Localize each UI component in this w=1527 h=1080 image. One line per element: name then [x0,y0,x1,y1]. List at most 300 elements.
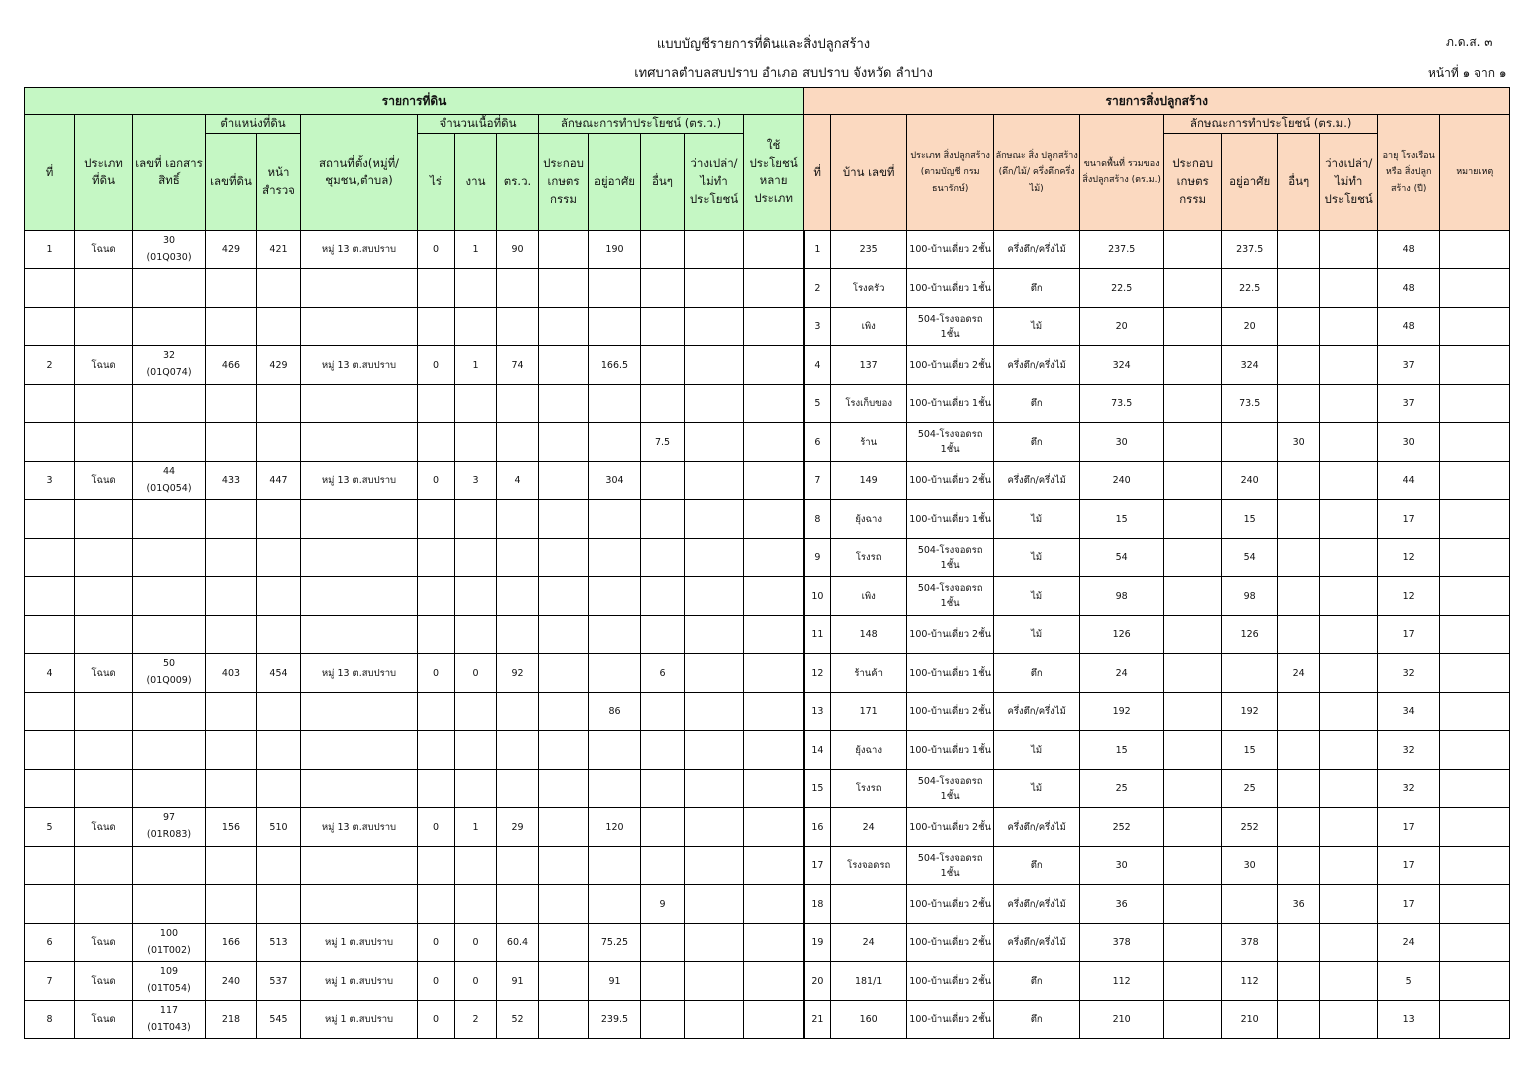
cell-land-type [75,269,133,308]
cell-building-other [1278,307,1320,346]
cell-building-residential [1222,654,1278,693]
cell-building-type: 504-โรงจอดรถ 1ชั้น [907,423,994,462]
col-sqwa: ตร.ว. [497,133,539,230]
cell-building-vacant [1320,269,1378,308]
cell-residential: 120 [589,808,641,847]
cell-mixed-use [744,731,804,770]
cell-building-residential: 126 [1222,615,1278,654]
col-survey-page: หน้า สำรวจ [257,133,301,230]
cell-building-area: 237.5 [1080,230,1164,269]
cell-parcel-no [206,538,257,577]
cell-land-type [75,615,133,654]
cell-sqwa [497,615,539,654]
cell-no: 4 [25,654,75,693]
cell-land-type: โฉนด [75,808,133,847]
cell-agriculture [539,769,589,808]
cell-deed [133,962,206,1001]
cell-building-vacant [1320,500,1378,539]
cell-building-type: 100-บ้านเดี่ยว 2ชั้น [907,615,994,654]
cell-building-age: 37 [1378,384,1440,423]
table-row [25,461,1510,500]
cell-building-character: ครึ่งตึก/ครึ่งไม้ [994,808,1080,847]
cell-building-area: 252 [1080,808,1164,847]
cell-house-no: ยุ้งฉาง [831,731,907,770]
table-row [25,423,1510,462]
cell-building-no: 1 [804,230,831,269]
cell-sqwa: 60.4 [497,923,539,962]
cell-building-agriculture [1164,885,1222,924]
cell-survey-page: 513 [257,923,301,962]
cell-land-type [75,538,133,577]
cell-mixed-use [744,346,804,385]
cell-sqwa [497,769,539,808]
cell-location [301,500,418,539]
cell-mixed-use [744,923,804,962]
cell-building-other [1278,500,1320,539]
cell-deed [133,307,206,346]
deed-number: 117 [159,1004,179,1016]
cell-house-no: 24 [831,923,907,962]
cell-residential [589,577,641,616]
col-parcel-no: เลขที่ดิน [206,133,257,230]
col-building-character: ลักษณะ สิ่ง ปลูกสร้าง (ตึก/ไม้/ ครึ่งตึกครึ่งไม้) [994,115,1080,231]
cell-residential: 75.25 [589,923,641,962]
cell-building-residential: 54 [1222,538,1278,577]
col-house-no: บ้าน เลขที่ [831,115,907,231]
cell-building-residential: 210 [1222,1000,1278,1039]
cell-agriculture [539,692,589,731]
cell-parcel-no: 240 [206,962,257,1001]
cell-location [301,384,418,423]
deed-number: 30 [162,234,176,246]
cell-other [641,500,685,539]
cell-building-agriculture [1164,346,1222,385]
cell-building-no: 14 [804,731,831,770]
cell-building-agriculture [1164,769,1222,808]
cell-building-vacant [1320,885,1378,924]
cell-deed [133,1000,206,1039]
cell-building-residential: 252 [1222,808,1278,847]
cell-other [641,230,685,269]
cell-building-other [1278,615,1320,654]
cell-building-age: 32 [1378,769,1440,808]
cell-building-vacant [1320,230,1378,269]
cell-no [25,500,75,539]
cell-vacant [685,307,744,346]
cell-building-residential: 15 [1222,500,1278,539]
cell-building-area: 192 [1080,692,1164,731]
cell-land-type [75,846,133,885]
cell-building-age: 12 [1378,577,1440,616]
cell-building-no: 3 [804,307,831,346]
cell-deed [133,846,206,885]
cell-parcel-no [206,692,257,731]
cell-rai [418,307,455,346]
cell-mixed-use [744,384,804,423]
cell-mixed-use [744,461,804,500]
cell-ngan [455,846,497,885]
table-row [25,307,1510,346]
cell-building-vacant [1320,1000,1378,1039]
cell-building-area: 25 [1080,769,1164,808]
cell-building-area: 240 [1080,461,1164,500]
cell-location [301,615,418,654]
cell-building-no: 16 [804,808,831,847]
cell-house-no: โรงรถ [831,769,907,808]
cell-rai [418,615,455,654]
cell-deed [133,461,206,500]
deed-code: (01Q054) [146,482,192,494]
cell-building-residential: 240 [1222,461,1278,500]
cell-building-no: 5 [804,384,831,423]
cell-other: 9 [641,885,685,924]
cell-location [301,269,418,308]
cell-building-type: 100-บ้านเดี่ยว 2ชั้น [907,962,994,1001]
cell-land-type: โฉนด [75,346,133,385]
cell-building-residential: 112 [1222,962,1278,1001]
cell-parcel-no: 166 [206,923,257,962]
cell-building-character: ครึ่งตึก/ครึ่งไม้ [994,692,1080,731]
cell-sqwa: 4 [497,461,539,500]
cell-no: 8 [25,1000,75,1039]
deed-number: 109 [159,966,179,978]
cell-survey-page [257,269,301,308]
cell-building-other [1278,923,1320,962]
cell-building-vacant [1320,577,1378,616]
cell-rai: 0 [418,923,455,962]
cell-building-other [1278,692,1320,731]
cell-building-no: 10 [804,577,831,616]
cell-building-type: 100-บ้านเดี่ยว 1ชั้น [907,731,994,770]
cell-land-type [75,577,133,616]
cell-building-age: 17 [1378,500,1440,539]
cell-remark [1440,269,1510,308]
cell-rai [418,500,455,539]
cell-building-no: 15 [804,769,831,808]
cell-house-no: โรงเก็บของ [831,384,907,423]
group-land-usage: ลักษณะการทำประโยชน์ (ตร.ว.) [539,115,744,134]
cell-mixed-use [744,808,804,847]
cell-building-area: 324 [1080,346,1164,385]
section-land-header: รายการที่ดิน [25,88,804,115]
cell-building-type: 100-บ้านเดี่ยว 2ชั้น [907,885,994,924]
cell-building-area: 378 [1080,923,1164,962]
cell-land-type: โฉนด [75,230,133,269]
cell-building-character: ครึ่งตึก/ครึ่งไม้ [994,346,1080,385]
cell-other [641,461,685,500]
cell-building-residential: 20 [1222,307,1278,346]
cell-agriculture [539,1000,589,1039]
cell-building-type: 504-โรงจอดรถ 1ชั้น [907,307,994,346]
cell-survey-page [257,692,301,731]
cell-remark [1440,307,1510,346]
cell-parcel-no [206,500,257,539]
cell-location: หมู่ 13 ต.สบปราบ [301,230,418,269]
deed-code: (01Q074) [146,367,192,379]
cell-no: 6 [25,923,75,962]
cell-vacant [685,1000,744,1039]
cell-house-no: ร้านค้า [831,654,907,693]
cell-parcel-no: 433 [206,461,257,500]
cell-rai [418,423,455,462]
cell-land-type: โฉนด [75,923,133,962]
cell-residential: 190 [589,230,641,269]
deed-code: (01Q030) [146,251,192,263]
deed-code: (01T002) [147,944,191,956]
cell-rai [418,846,455,885]
cell-building-character: ครึ่งตึก/ครึ่งไม้ [994,230,1080,269]
col-location: สถานที่ตั้ง(หมู่ที่/ชุมชน,ตำบล) [301,115,418,231]
cell-building-age: 30 [1378,423,1440,462]
cell-deed [133,808,206,847]
cell-remark [1440,1000,1510,1039]
cell-building-agriculture [1164,923,1222,962]
page-info: หน้าที่ ๑ จาก ๑ [1428,66,1507,80]
cell-building-character: ไม้ [994,500,1080,539]
cell-building-residential: 237.5 [1222,230,1278,269]
cell-building-no: 17 [804,846,831,885]
group-land-position: ตำแหน่งที่ดิน [206,115,301,134]
cell-building-no: 11 [804,615,831,654]
cell-house-no: 24 [831,808,907,847]
cell-ngan [455,269,497,308]
cell-building-area: 22.5 [1080,269,1164,308]
cell-building-agriculture [1164,808,1222,847]
cell-building-age: 48 [1378,307,1440,346]
cell-building-type: 100-บ้านเดี่ยว 2ชั้น [907,461,994,500]
cell-parcel-no: 218 [206,1000,257,1039]
cell-parcel-no: 156 [206,808,257,847]
table-row [25,615,1510,654]
cell-other [641,923,685,962]
cell-building-agriculture [1164,269,1222,308]
cell-agriculture [539,731,589,770]
cell-residential: 166.5 [589,346,641,385]
cell-no [25,615,75,654]
cell-mixed-use [744,885,804,924]
cell-survey-page: 545 [257,1000,301,1039]
cell-house-no: ยุ้งฉาง [831,500,907,539]
cell-ngan [455,885,497,924]
cell-building-character: ตึก [994,654,1080,693]
form-code: ภ.ด.ส. ๓ [1446,35,1493,49]
cell-other [641,615,685,654]
cell-building-vacant [1320,962,1378,1001]
cell-residential: 304 [589,461,641,500]
cell-sqwa: 74 [497,346,539,385]
cell-building-no: 7 [804,461,831,500]
cell-no: 5 [25,808,75,847]
cell-parcel-no: 429 [206,230,257,269]
cell-other [641,731,685,770]
cell-building-type: 100-บ้านเดี่ยว 2ชั้น [907,923,994,962]
cell-no [25,269,75,308]
cell-deed [133,346,206,385]
cell-house-no [831,885,907,924]
cell-deed [133,538,206,577]
cell-building-area: 210 [1080,1000,1164,1039]
cell-building-type: 100-บ้านเดี่ยว 1ชั้น [907,500,994,539]
cell-other [641,846,685,885]
document-subtitle: เทศบาลตำบลสบปราบ อำเภอ สบปราบ จังหวัด ลำปาง [634,66,933,81]
cell-vacant [685,654,744,693]
cell-location [301,731,418,770]
col-building-age: อายุ โรงเรือน หรือ สิ่งปลูก สร้าง (ปี) [1378,115,1440,231]
cell-parcel-no [206,731,257,770]
deed-number: 100 [159,927,179,939]
cell-location: หมู่ 13 ต.สบปราบ [301,461,418,500]
cell-building-area: 20 [1080,307,1164,346]
cell-building-agriculture [1164,577,1222,616]
cell-building-type: 100-บ้านเดี่ยว 2ชั้น [907,808,994,847]
cell-building-type: 504-โรงจอดรถ 1ชั้น [907,577,994,616]
table-row [25,269,1510,308]
cell-ngan [455,500,497,539]
cell-deed [133,269,206,308]
cell-building-other [1278,846,1320,885]
cell-residential: 91 [589,962,641,1001]
cell-building-residential: 25 [1222,769,1278,808]
cell-agriculture [539,923,589,962]
cell-building-other [1278,538,1320,577]
cell-location [301,885,418,924]
cell-parcel-no [206,384,257,423]
col-building-type: ประเภท สิ่งปลูกสร้าง (ตามบัญชี กรมธนารักษ์) [907,115,994,231]
cell-deed [133,885,206,924]
cell-building-no: 18 [804,885,831,924]
cell-land-type: โฉนด [75,654,133,693]
col-mixed-use: ใช้ ประโยชน์ หลาย ประเภท [744,115,804,231]
cell-mixed-use [744,615,804,654]
cell-house-no: โรงรถ [831,538,907,577]
cell-building-residential: 324 [1222,346,1278,385]
cell-building-area: 126 [1080,615,1164,654]
cell-building-no: 4 [804,346,831,385]
table-row [25,1000,1510,1039]
cell-land-type [75,423,133,462]
cell-mixed-use [744,1000,804,1039]
cell-other [641,577,685,616]
cell-vacant [685,269,744,308]
cell-no: 3 [25,461,75,500]
cell-land-type: โฉนด [75,1000,133,1039]
cell-agriculture [539,461,589,500]
cell-building-area: 30 [1080,846,1164,885]
cell-rai [418,731,455,770]
cell-vacant [685,423,744,462]
cell-building-agriculture [1164,307,1222,346]
cell-building-agriculture [1164,461,1222,500]
cell-deed [133,230,206,269]
cell-location [301,538,418,577]
cell-building-other: 30 [1278,423,1320,462]
cell-deed [133,384,206,423]
cell-ngan [455,692,497,731]
cell-other [641,1000,685,1039]
cell-building-type: 100-บ้านเดี่ยว 2ชั้น [907,346,994,385]
cell-no [25,538,75,577]
cell-rai: 0 [418,654,455,693]
cell-building-area: 112 [1080,962,1164,1001]
cell-building-no: 12 [804,654,831,693]
cell-ngan: 0 [455,923,497,962]
cell-remark [1440,962,1510,1001]
cell-deed [133,654,206,693]
cell-remark [1440,615,1510,654]
cell-residential [589,731,641,770]
cell-no [25,731,75,770]
cell-sqwa [497,384,539,423]
cell-building-age: 44 [1378,461,1440,500]
cell-remark [1440,423,1510,462]
cell-parcel-no [206,307,257,346]
cell-building-character: ไม้ [994,577,1080,616]
cell-land-type: โฉนด [75,461,133,500]
cell-building-agriculture [1164,615,1222,654]
cell-ngan [455,731,497,770]
cell-building-type: 100-บ้านเดี่ยว 1ชั้น [907,654,994,693]
cell-building-type: 100-บ้านเดี่ยว 2ชั้น [907,692,994,731]
cell-survey-page [257,307,301,346]
cell-building-type: 504-โรงจอดรถ 1ชั้น [907,538,994,577]
cell-remark [1440,461,1510,500]
table-row [25,769,1510,808]
cell-agriculture [539,346,589,385]
cell-building-vacant [1320,654,1378,693]
cell-survey-page [257,846,301,885]
cell-sqwa [497,885,539,924]
document-title: แบบบัญชีรายการที่ดินและสิ่งปลูกสร้าง [656,37,871,52]
cell-residential [589,500,641,539]
cell-building-other: 36 [1278,885,1320,924]
cell-building-area: 15 [1080,731,1164,770]
cell-building-character: ตึก [994,1000,1080,1039]
cell-building-age: 32 [1378,731,1440,770]
cell-location [301,307,418,346]
cell-survey-page [257,769,301,808]
cell-house-no: เพิง [831,307,907,346]
col-ngan: งาน [455,133,497,230]
table-row [25,654,1510,693]
cell-sqwa: 29 [497,808,539,847]
cell-ngan: 1 [455,230,497,269]
cell-agriculture [539,538,589,577]
cell-survey-page [257,615,301,654]
cell-mixed-use [744,577,804,616]
cell-building-age: 37 [1378,346,1440,385]
cell-building-no: 20 [804,962,831,1001]
cell-vacant [685,731,744,770]
cell-land-type [75,769,133,808]
cell-building-area: 98 [1080,577,1164,616]
cell-residential: 86 [589,692,641,731]
cell-remark [1440,384,1510,423]
cell-sqwa [497,307,539,346]
cell-remark [1440,577,1510,616]
cell-no: 2 [25,346,75,385]
cell-ngan: 2 [455,1000,497,1039]
cell-survey-page [257,731,301,770]
cell-building-vacant [1320,731,1378,770]
cell-house-no: โรงจอดรถ [831,846,907,885]
cell-agriculture [539,269,589,308]
cell-location [301,769,418,808]
cell-location: หมู่ 13 ต.สบปราบ [301,654,418,693]
cell-agriculture [539,230,589,269]
cell-vacant [685,577,744,616]
cell-house-no: 148 [831,615,907,654]
cell-house-no: เพิง [831,577,907,616]
